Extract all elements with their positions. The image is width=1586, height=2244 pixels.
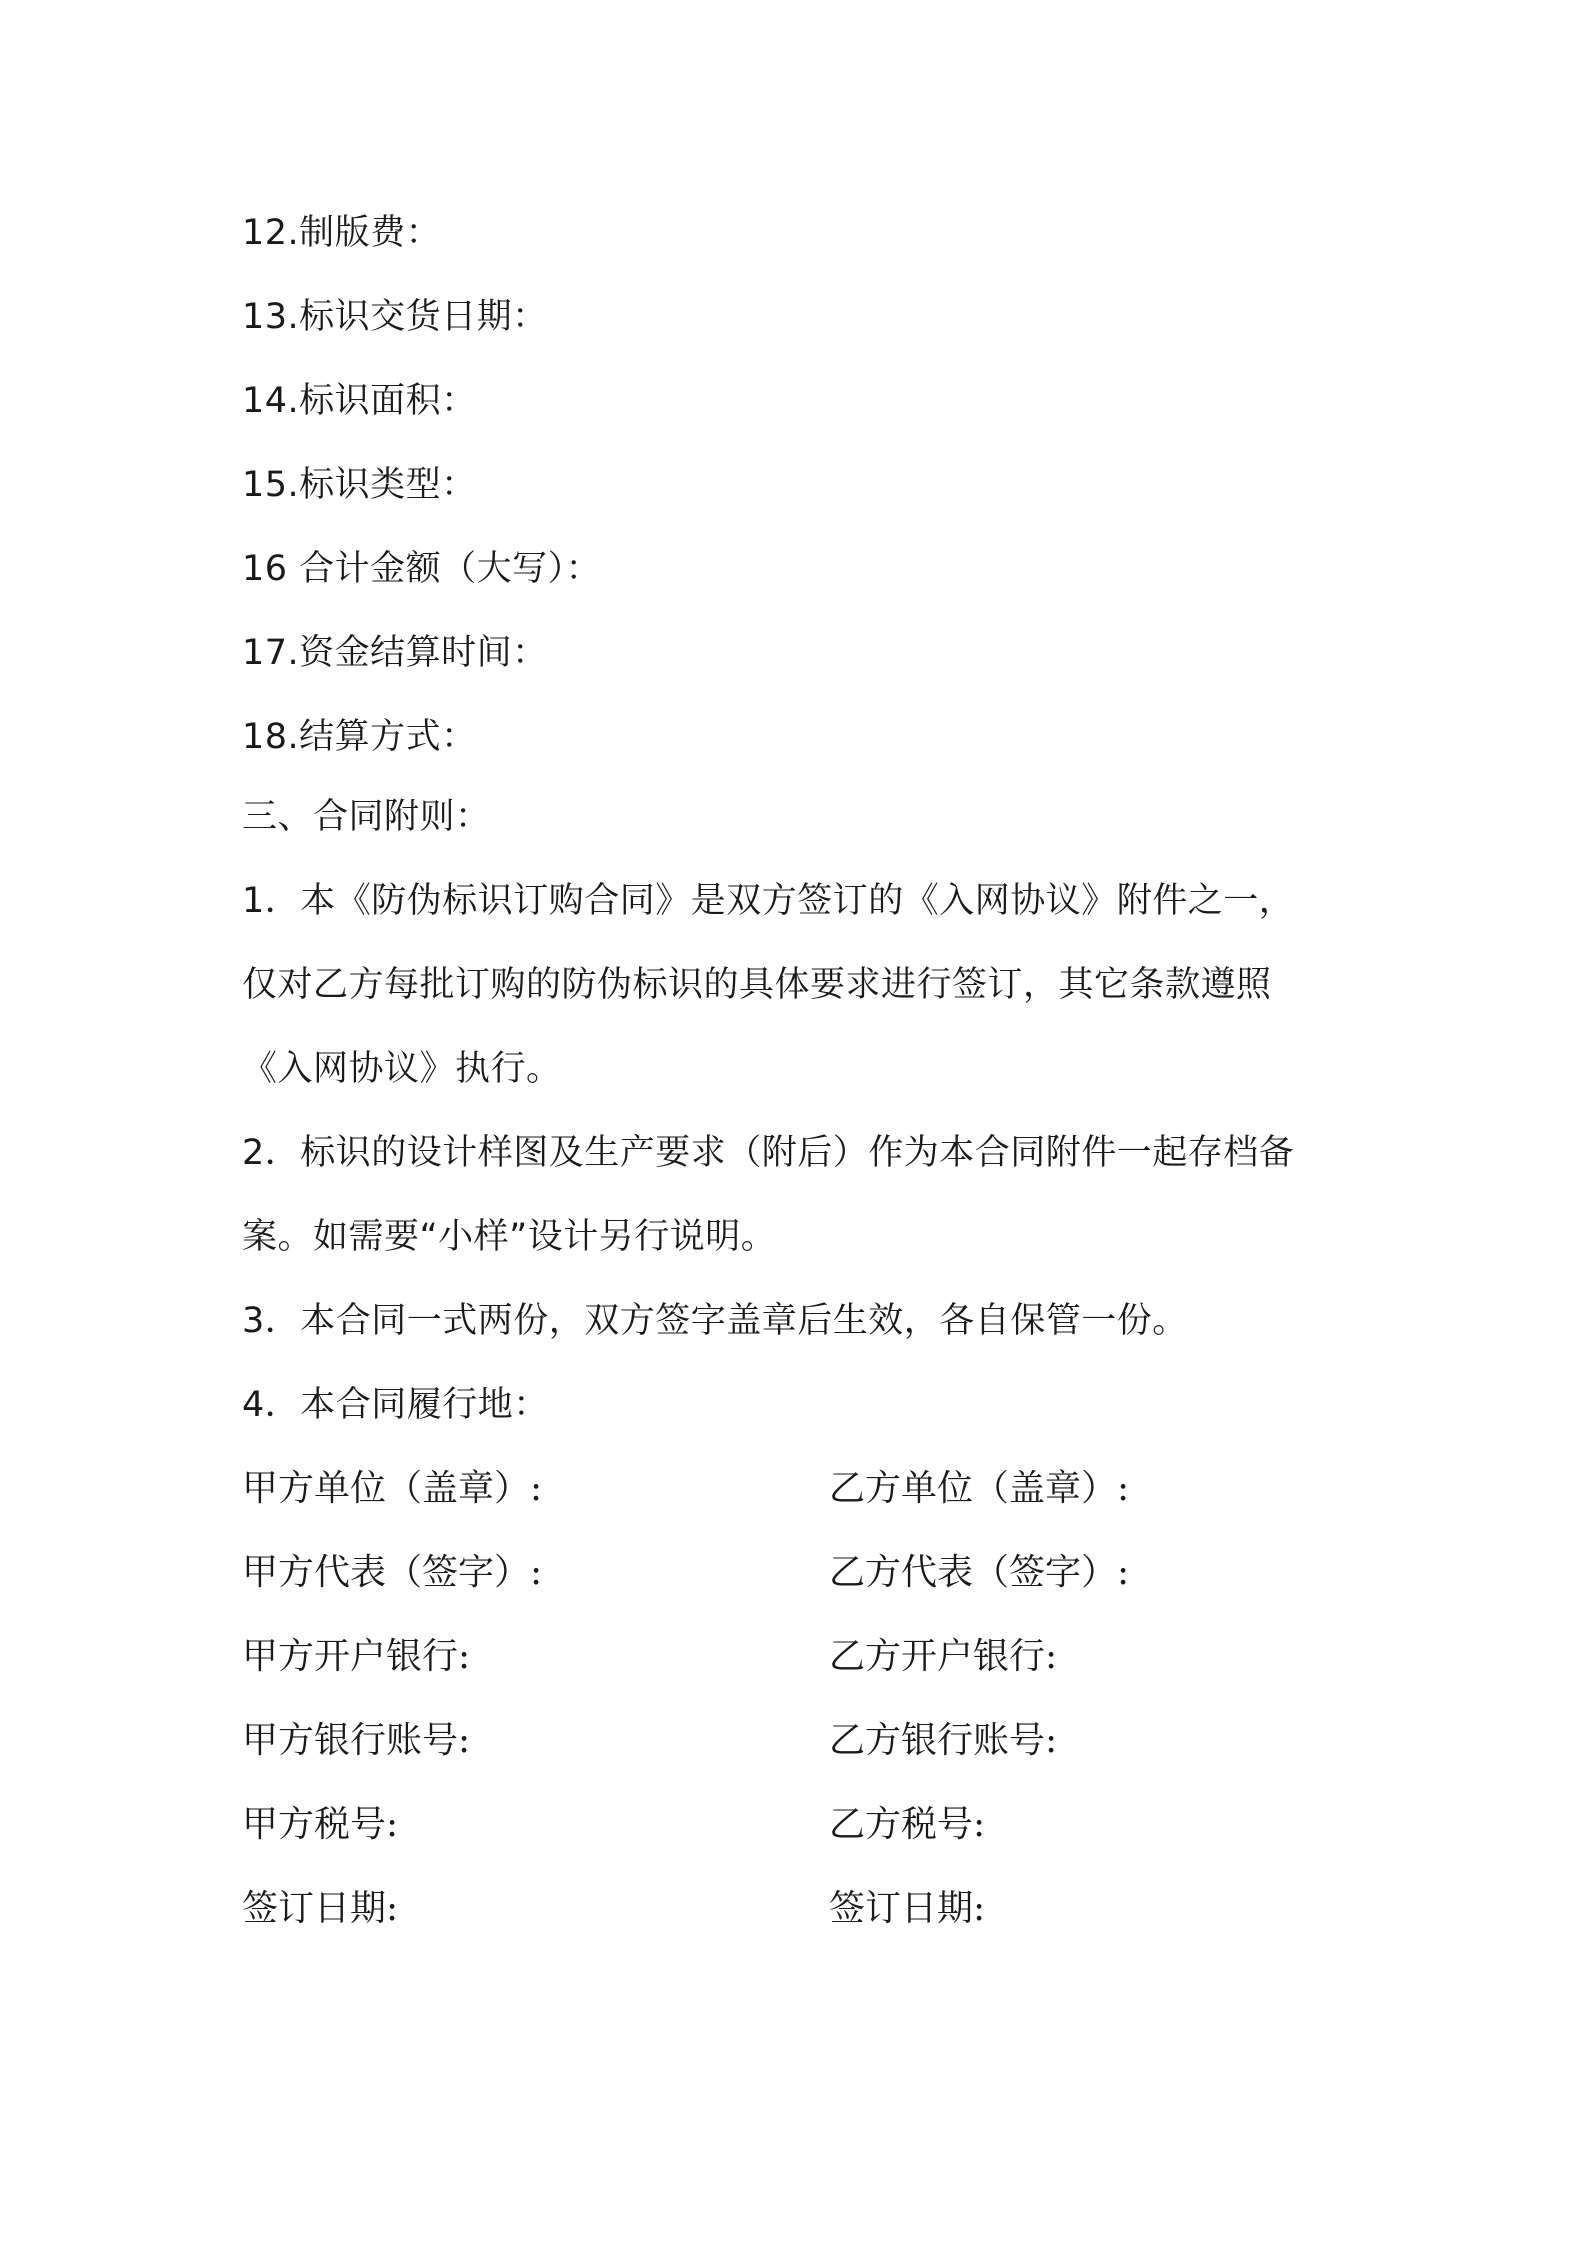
- clause-4: 4．本合同履行地：: [242, 1385, 549, 1425]
- item-14: 14.标识面积：: [242, 381, 477, 421]
- party-a-representative-label: 甲方代表（签字）:: [242, 1552, 543, 1593]
- item-13: 13.标识交货日期：: [242, 297, 548, 337]
- section-title: 三、合同附则：: [242, 797, 491, 837]
- clause-1-line-3: 《入网协议》执行。: [242, 1049, 562, 1089]
- item-16: 16 合计金额（大写）：: [242, 549, 602, 589]
- party-b-representative-label: 乙方代表（签字）:: [829, 1552, 1130, 1593]
- party-a-tax-id-label: 甲方税号:: [242, 1804, 399, 1845]
- party-b-account-label: 乙方银行账号:: [829, 1720, 1058, 1761]
- item-12: 12.制版费：: [242, 213, 442, 253]
- party-a-date-label: 签订日期:: [242, 1888, 399, 1929]
- clause-3: 3．本合同一式两份，双方签字盖章后生效，各自保管一份。: [242, 1301, 1188, 1341]
- party-b-unit-label: 乙方单位（盖章）:: [829, 1468, 1130, 1509]
- party-a-account-label: 甲方银行账号:: [242, 1720, 471, 1761]
- clause-1-line-2: 仅对乙方每批订购的防伪标识的具体要求进行签订，其它条款遵照: [242, 965, 1272, 1005]
- item-18: 18.结算方式：: [242, 717, 477, 757]
- item-15: 15.标识类型：: [242, 465, 477, 505]
- party-b-date-label: 签订日期:: [829, 1888, 986, 1929]
- clause-2-line-2: 案。如需要“小样”设计另行说明。: [242, 1217, 777, 1257]
- item-17: 17.资金结算时间：: [242, 633, 548, 673]
- party-b-tax-id-label: 乙方税号:: [829, 1804, 986, 1845]
- clause-2-line-1: 2．标识的设计样图及生产要求（附后）作为本合同附件一起存档备: [242, 1133, 1295, 1173]
- party-a-bank-label: 甲方开户银行:: [242, 1636, 471, 1677]
- party-a-unit-label: 甲方单位（盖章）:: [242, 1468, 543, 1509]
- clause-1-line-1: 1．本《防伪标识订购合同》是双方签订的《入网协议》附件之一，: [242, 881, 1295, 921]
- party-b-bank-label: 乙方开户银行:: [829, 1636, 1058, 1677]
